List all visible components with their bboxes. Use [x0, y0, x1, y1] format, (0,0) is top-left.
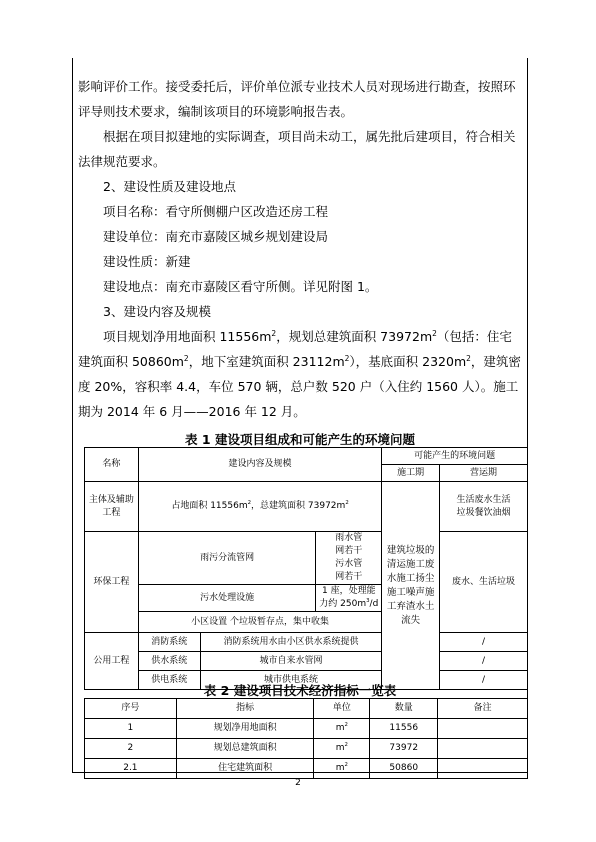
header-content: 建设内容及规模 — [138, 448, 381, 482]
construction-period-issues: 建筑垃圾的清运施工废水施工扬尘施工噪声施工弃渣水土流失 — [382, 482, 440, 690]
row-quantity: 11556 — [370, 719, 438, 739]
row-indicator: 住宅建筑面积 — [176, 759, 314, 779]
table-row — [85, 759, 528, 779]
power-supply-system: 供电系统 — [138, 671, 200, 690]
row-serial: 2 — [85, 739, 177, 759]
env-waste-collection: 小区设置 个垃圾暂存点，集中收集 — [138, 612, 381, 633]
row-remarks — [438, 719, 528, 739]
env-operation-issues: 废水、生活垃圾 — [440, 532, 528, 633]
construction-nature: 建设性质：新建 — [103, 254, 191, 269]
row-indicator: 规划净用地面积 — [176, 719, 314, 739]
header-quantity: 数量 — [370, 699, 438, 719]
env-stormwater-detail: 雨水管网若干污水管网若干 — [316, 532, 382, 585]
header-remarks: 备注 — [438, 699, 528, 719]
project-name: 项目名称：看守所侧棚户区改造还房工程 — [103, 204, 329, 219]
row-unit: $m^2$ — [314, 719, 370, 739]
row-unit: $m^2$ — [314, 739, 370, 759]
header-unit: 单位 — [314, 699, 370, 719]
env-stormwater-network: 雨污分流管网 — [138, 532, 315, 585]
power-supply-detail: 城市供电系统 — [200, 671, 382, 690]
row-quantity: 73972 — [370, 739, 438, 759]
row-indicator: 规划总建筑面积 — [176, 739, 314, 759]
fire-system: 消防系统 — [138, 633, 200, 652]
header-problems: 可能产生的环境问题 — [382, 448, 528, 465]
row-serial: 1 — [85, 719, 177, 739]
paragraph-survey: 根据在项目拟建地的实际调查，项目尚未动工，属先批后建项目，符合相关法律规范要求。 — [78, 129, 516, 169]
env-engineering-name: 环保工程 — [85, 532, 139, 633]
fire-system-operation: / — [440, 633, 528, 652]
row-remarks — [438, 739, 528, 759]
main-engineering-name: 主体及辅助工程 — [85, 482, 139, 532]
water-supply-detail: 城市自来水管网 — [200, 652, 382, 671]
page-number: 2 — [295, 778, 301, 788]
water-supply-system: 供水系统 — [138, 652, 200, 671]
table2-technical-indicators — [84, 698, 528, 779]
row-unit: $m^2$ — [314, 759, 370, 779]
main-engineering-content: 占地面积 $11556m^2$，总建筑面积 $73972m^2$ — [138, 482, 381, 532]
env-sewage-detail: 1 座，处理能力约 $250m^3/d$ — [316, 585, 382, 612]
header-construction-period: 施工期 — [382, 465, 440, 482]
main-operation-issues: 生活废水生活垃圾餐饮油烟 — [440, 482, 528, 532]
header-indicator: 指标 — [176, 699, 314, 719]
water-supply-operation: / — [440, 652, 528, 671]
env-sewage-facility: 污水处理设施 — [138, 585, 315, 612]
construction-unit: 建设单位：南充市嘉陵区城乡规划建设局 — [103, 229, 329, 244]
row-remarks — [438, 759, 528, 779]
row-serial: 2.1 — [85, 759, 177, 779]
fire-system-detail: 消防系统用水由小区供水系统提供 — [200, 633, 382, 652]
table2-caption: 表 2 建设项目技术经济指标一览表 — [203, 683, 397, 698]
section-heading-3: 3、建设内容及规模 — [103, 304, 211, 319]
power-supply-operation: / — [440, 671, 528, 690]
table1-caption: 表 1 建设项目组成和可能产生的环境问题 — [185, 432, 415, 447]
table1-project-composition — [84, 447, 528, 690]
row-quantity: 50860 — [370, 759, 438, 779]
header-serial: 序号 — [85, 699, 177, 719]
header-operation-period: 营运期 — [440, 465, 528, 482]
header-name: 名称 — [85, 448, 139, 482]
project-scale-paragraph: 项目规划净用地面积 $11556m^2$，规划总建筑面积 $73972m^2$（包括：住宅建筑面积 $50860m^2$，地下室建筑面积 $23112m^2$），基底面积 $2320m^2$，建筑密度 20%，容积率 4.4，车位 570 辆，总户数 520 户（入住约 1560 人）。施工期为 2014 年 6 月——2016 年 12 月。 — [78, 328, 521, 419]
table-row — [85, 739, 528, 759]
table-row — [85, 719, 528, 739]
construction-location: 建设地点：南充市嘉陵区看守所侧。详见附图 1。 — [103, 279, 378, 294]
public-engineering-name: 公用工程 — [85, 633, 139, 690]
section-heading-2: 2、建设性质及建设地点 — [103, 179, 236, 194]
paragraph-intro: 影响评价工作。接受委托后，评价单位派专业技术人员对现场进行勘查，按照环评导则技术要求，编制该项目的环境影响报告表。 — [78, 79, 516, 119]
